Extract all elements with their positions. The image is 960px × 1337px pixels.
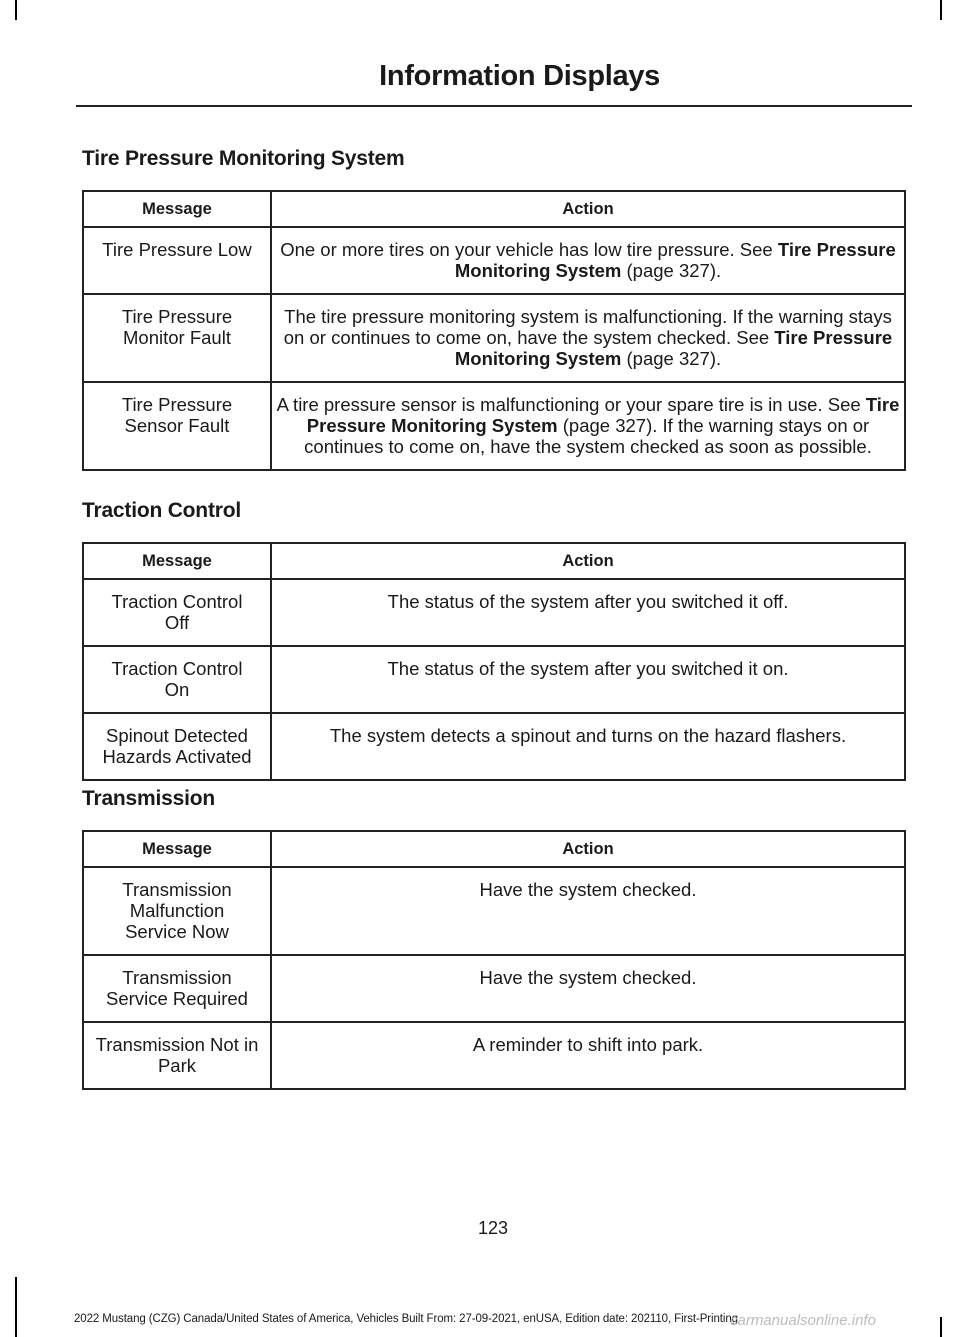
message-cell: Traction Control Off bbox=[83, 579, 271, 646]
table-row bbox=[83, 955, 905, 1022]
action-cell: A reminder to shift into park. bbox=[271, 1022, 905, 1089]
column-header-message: Message bbox=[83, 831, 271, 867]
page-reference-link: Tire Pressure Monitoring System bbox=[454, 239, 896, 281]
traction-control-table bbox=[82, 542, 906, 781]
message-cell: Tire Pressure Monitor Fault bbox=[83, 294, 271, 382]
column-header-action: Action bbox=[271, 191, 905, 227]
message-cell: Transmission Malfunction Service Now bbox=[83, 867, 271, 955]
section-title-tire-pressure: Tire Pressure Monitoring System bbox=[82, 147, 405, 170]
message-cell: Transmission Service Required bbox=[83, 955, 271, 1022]
transmission-table bbox=[82, 830, 906, 1090]
action-cell: One or more tires on your vehicle has low tire pressure. See Tire Pressure Monitoring System (page 327). bbox=[271, 227, 905, 294]
action-cell: Have the system checked. bbox=[271, 867, 905, 955]
column-header-action: Action bbox=[271, 543, 905, 579]
column-header-message: Message bbox=[83, 543, 271, 579]
table-row bbox=[83, 867, 905, 955]
message-cell: Tire Pressure Low bbox=[83, 227, 271, 294]
section-title-transmission: Transmission bbox=[82, 787, 215, 810]
table-row bbox=[83, 713, 905, 780]
crop-mark-bottom-left bbox=[15, 1277, 17, 1337]
table-header-row bbox=[83, 543, 905, 579]
action-cell: The status of the system after you switched it on. bbox=[271, 646, 905, 713]
crop-mark-top-left bbox=[15, 0, 17, 20]
table-header-row bbox=[83, 191, 905, 227]
action-cell: The system detects a spinout and turns on the hazard flashers. bbox=[271, 713, 905, 780]
table-row bbox=[83, 1022, 905, 1089]
column-header-message: Message bbox=[83, 191, 271, 227]
watermark: carmanualsonline.info bbox=[730, 1312, 876, 1329]
action-cell: Have the system checked. bbox=[271, 955, 905, 1022]
table-row bbox=[83, 294, 905, 382]
table-row bbox=[83, 646, 905, 713]
message-cell: Tire Pressure Sensor Fault bbox=[83, 382, 271, 470]
tire-pressure-table bbox=[82, 190, 906, 471]
table-header-row bbox=[83, 831, 905, 867]
footer-text: 2022 Mustang (CZG) Canada/United States of America, Vehicles Built From: 27-09-2021, enUSA, Edition date: 202110, First-Printing bbox=[74, 1313, 738, 1325]
page-number: 123 bbox=[477, 1218, 509, 1238]
action-cell: The status of the system after you switched it off. bbox=[271, 579, 905, 646]
action-cell: A tire pressure sensor is malfunctioning or your spare tire is in use. See Tire Pressure Monitoring System (page 327). If the warning stays on or continues to come on, have the system checked as soon as possible. bbox=[271, 382, 905, 470]
page-title: Information Displays bbox=[379, 60, 660, 92]
message-cell: Spinout Detected Hazards Activated bbox=[83, 713, 271, 780]
column-header-action: Action bbox=[271, 831, 905, 867]
table-row bbox=[83, 579, 905, 646]
page-reference-link: Tire Pressure Monitoring System bbox=[306, 394, 900, 436]
table-row bbox=[83, 227, 905, 294]
message-cell: Traction Control On bbox=[83, 646, 271, 713]
page-reference-link: Tire Pressure Monitoring System bbox=[454, 327, 893, 369]
section-title-traction-control: Traction Control bbox=[82, 499, 241, 522]
action-cell: The tire pressure monitoring system is malfunctioning. If the warning stays on or continues to come on, have the system checked. See Tire Pressure Monitoring System (page 327). bbox=[271, 294, 905, 382]
table-row bbox=[83, 382, 905, 470]
header-rule bbox=[76, 105, 912, 107]
message-cell: Transmission Not in Park bbox=[83, 1022, 271, 1089]
crop-mark-top-right bbox=[940, 0, 942, 20]
crop-mark-bottom-right bbox=[940, 1317, 942, 1337]
